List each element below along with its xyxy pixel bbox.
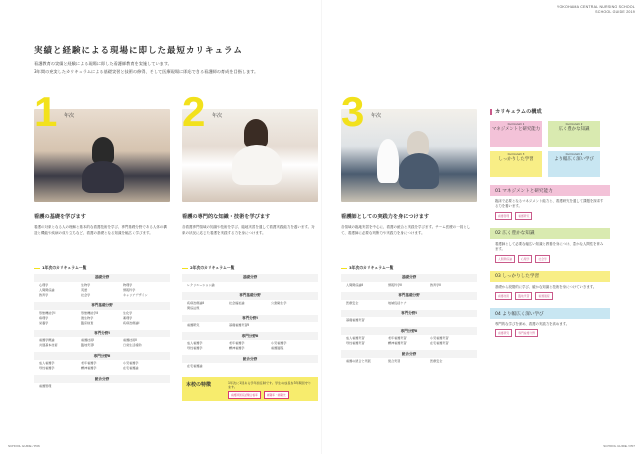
- curriculum-item: 基礎看護実習: [346, 318, 365, 323]
- curriculum-structure-panel: [490, 108, 610, 339]
- lead-line-2: 3年間の充実したカリキュラムによる基礎実習と技術の修得、そして医療現場に即応できる看護師の育成を目指します。: [34, 69, 259, 74]
- curriculum-item: 社会学: [81, 292, 91, 297]
- curriculum-item: 小児看護学: [123, 361, 139, 366]
- curriculum-item: 人間関係論Ⅱ: [346, 282, 363, 287]
- curriculum-item: 母性看護学: [187, 346, 203, 351]
- curriculum-section-heading: 03 しっかりした学習: [490, 271, 610, 282]
- subject-tag: 看護管理: [495, 212, 512, 220]
- year-1-heading: 看護の基礎を学びます: [34, 214, 86, 220]
- curriculum-section-heading: 02 広く豊かな知識: [490, 228, 610, 239]
- curriculum-label-3: しっかりした学習: [498, 157, 534, 162]
- curriculum-items: [34, 360, 170, 372]
- year-3-curriculum-list: [341, 265, 477, 365]
- brand-block: [557, 5, 635, 14]
- curriculum-items: [182, 340, 318, 352]
- curriculum-group-heading: 専門分野Ⅰ: [34, 330, 170, 338]
- curriculum-item: 疾病治療論Ⅱ: [187, 300, 204, 305]
- curriculum-items: [341, 358, 477, 365]
- year-1-unit: 年次: [64, 113, 75, 119]
- page-fold: [321, 0, 322, 454]
- curriculum-section-2: [490, 228, 610, 265]
- curriculum-section-tags: [490, 254, 610, 265]
- curriculum-item: 社会福祉論: [229, 300, 245, 305]
- curriculum-items: [182, 363, 318, 370]
- curriculum-item: 小児看護学: [271, 341, 287, 346]
- curriculum-tag-2: Curriculum 2: [565, 123, 583, 126]
- pass-rate-button[interactable]: 看護師国家試験合格率: [228, 391, 261, 399]
- curriculum-tag-4: Curriculum 4: [565, 153, 583, 156]
- side-title: カリキュラムの構成: [490, 108, 610, 115]
- curriculum-section-heading: 04 より幅広く深い学び: [490, 308, 610, 319]
- curriculum-item: 看護過程: [271, 346, 284, 351]
- curriculum-group-heading: 専門分野Ⅱ: [182, 332, 318, 340]
- curriculum-group-heading: 専門基礎分野: [182, 292, 318, 300]
- curriculum-item: 臨地実習Ⅰ: [81, 343, 95, 348]
- curriculum-item: 関係法規: [187, 305, 200, 310]
- curriculum-item: 精神看護学: [229, 346, 245, 351]
- subject-tag: 看護過程: [535, 292, 552, 300]
- curriculum-item: 疾病治療論Ⅰ: [123, 320, 140, 325]
- curriculum-section-1: [490, 185, 610, 222]
- year-2-curriculum-list: [182, 265, 318, 370]
- curriculum-item: 看護管理: [39, 383, 52, 388]
- curriculum-items: [341, 317, 477, 324]
- lead-line-1: 看護教育の実績と経験による現場に即した看護師教育を実施しています。: [34, 61, 172, 66]
- feature-label: 本校の特徴: [186, 382, 212, 388]
- curriculum-item: 情報科学Ⅱ: [388, 282, 402, 287]
- curriculum-item: 老年看護学: [81, 361, 97, 366]
- curriculum-item: 公衆衛生学: [271, 300, 287, 305]
- year-2-body: 各看護専門領域の知識や技術を学び、臨地実習を通して看護実践能力を養います。対象の状況に応じた看護を実践する力を身につけます。: [182, 225, 315, 236]
- curriculum-group-heading: 専門分野Ⅱ: [341, 327, 477, 335]
- curriculum-item: 母性看護実習: [346, 341, 365, 346]
- curriculum-item: 精神看護学: [81, 366, 97, 371]
- subject-tag: 臨地実習: [515, 292, 532, 300]
- curriculum-item: 教育学Ⅱ: [430, 282, 441, 287]
- curriculum-items: [341, 300, 477, 307]
- curriculum-item: 形態機能学Ⅰ: [39, 310, 56, 315]
- curriculum-item: 英語: [81, 287, 88, 292]
- curriculum-items: [34, 383, 170, 390]
- curriculum-group-heading: 基礎分野: [341, 274, 477, 282]
- curriculum-item: 心理学: [39, 282, 49, 287]
- curriculum-group-heading: 専門基礎分野: [34, 302, 170, 310]
- curriculum-box-4: [548, 151, 600, 177]
- year-1-list-title: 1年次のカリキュラム一覧: [34, 265, 170, 271]
- footer-right: SCHOOL GUIDE / P07: [603, 444, 635, 448]
- feature-text: 1年次に1回ある学年担任制です。学生の成長を3年間見守ります。: [228, 381, 311, 390]
- curriculum-box-1: [490, 121, 542, 147]
- footer-left: SCHOOL GUIDE / P06: [8, 444, 40, 448]
- curriculum-items: [182, 322, 318, 329]
- curriculum-item: 老年看護学: [229, 341, 245, 346]
- curriculum-item: 医療安全: [430, 358, 443, 363]
- curriculum-section-body: 基礎から段階的に学び、確かな知識と技術を身につけていきます。: [495, 284, 597, 289]
- curriculum-item: 日常生活援助: [123, 343, 142, 348]
- lead-text: [34, 60, 258, 76]
- curriculum-group-heading: 専門分野Ⅱ: [34, 352, 170, 360]
- curriculum-section-body: 専門的な学びを深め、看護の実践力を高めます。: [495, 322, 570, 327]
- curriculum-item: 物理学: [123, 282, 133, 287]
- year-3-heading: 看護師としての実践力を身につけます: [341, 214, 430, 220]
- brand-name: YOKOHAMA CENTRAL NURSING SCHOOL: [556, 5, 635, 9]
- curriculum-box-2: [548, 121, 600, 147]
- curriculum-item: 人間関係論: [39, 287, 55, 292]
- curriculum-item: 看護学概論: [39, 338, 55, 343]
- subject-tag: 看護研究: [495, 329, 512, 337]
- curriculum-item: 臨床検査: [81, 320, 94, 325]
- curriculum-item: 老年看護実習: [388, 336, 407, 341]
- curriculum-item: 栄養学: [39, 320, 49, 325]
- brand-guide: SCHOOL GUIDE 2019: [595, 9, 635, 14]
- curriculum-label-2: 広く豊かな知識: [558, 127, 590, 132]
- curriculum-tag-1: Curriculum 1: [507, 123, 525, 126]
- curriculum-item: 在宅看護論: [187, 363, 203, 368]
- subject-tag: 看護技術: [495, 292, 512, 300]
- curriculum-item: 成人看護学: [39, 361, 55, 366]
- curriculum-grid: [490, 121, 610, 179]
- curriculum-section-tags: [490, 291, 610, 302]
- curriculum-item: 看護技術Ⅱ: [123, 338, 137, 343]
- year-3-body: 各領域の臨地実習を中心に、看護の統合と実践を学びます。チーム医療の一員として、看護師に必要な判断力や実践力を身につけます。: [341, 225, 471, 236]
- curriculum-tag-3: Curriculum 3: [507, 153, 525, 156]
- curriculum-item: 在宅看護実習: [430, 341, 449, 346]
- curriculum-item: 基礎看護実習Ⅱ: [229, 323, 250, 328]
- curriculum-label-1: マネジメントと研究能力: [491, 127, 541, 132]
- year-1-number: 1: [34, 88, 58, 135]
- curriculum-item: キャリアデザイン: [123, 292, 148, 297]
- feature-buttons: [228, 391, 289, 399]
- curriculum-group-heading: 専門分野Ⅰ: [341, 310, 477, 318]
- curriculum-section-tags: [490, 211, 610, 222]
- year-2-heading: 看護の専門的な知識・技術を学びます: [182, 214, 271, 220]
- curriculum-items: [341, 282, 477, 289]
- year-1-curriculum-list: [34, 265, 170, 390]
- year-3-unit: 年次: [371, 113, 382, 119]
- year-2-list-title: 2年次のカリキュラム一覧: [182, 265, 318, 271]
- year-3-number: 3: [341, 88, 365, 135]
- curriculum-section-body: 臨床で必要となるマネジメント能力と、看護研究を通して課題を探求する力を養います。: [495, 199, 604, 209]
- curriculum-item: 成人看護実習: [346, 336, 365, 341]
- curriculum-item: 医療安全: [346, 300, 359, 305]
- curriculum-item: 小児看護実習: [430, 336, 449, 341]
- curriculum-items: [34, 282, 170, 299]
- curriculum-section-heading: 01 マネジメントと研究能力: [490, 185, 610, 196]
- curriculum-item: 看護の統合と実践: [346, 358, 371, 363]
- curriculum-item: 薬理学: [123, 315, 133, 320]
- curriculum-item: 情報科学: [123, 287, 136, 292]
- curriculum-item: 教育学: [39, 292, 49, 297]
- subject-tag: 人間関係論: [495, 255, 515, 263]
- curriculum-item: 母性看護学: [39, 366, 55, 371]
- curriculum-section-body: 看護師として必要な幅広い知識と教養を身につけ、豊かな人間性を育みます。: [495, 241, 604, 252]
- year-2-number: 2: [182, 88, 206, 135]
- curriculum-group-heading: 統合分野: [34, 375, 170, 383]
- curriculum-item: 形態機能学Ⅱ: [81, 310, 98, 315]
- curriculum-item: レクリエーション論: [187, 282, 215, 287]
- curriculum-items: [34, 310, 170, 327]
- curriculum-group-heading: 基礎分野: [34, 274, 170, 282]
- curriculum-label-4: より幅広く深い学び: [554, 157, 594, 162]
- curriculum-group-heading: 統合分野: [182, 355, 318, 363]
- curriculum-group-heading: 基礎分野: [182, 274, 318, 282]
- curriculum-group-heading: 専門基礎分野: [341, 292, 477, 300]
- subject-tag: 社会学: [535, 255, 549, 263]
- curriculum-item: 病理学: [39, 315, 49, 320]
- page-title: 実績と経験による現場に即した最短カリキュラム: [34, 46, 243, 56]
- employment-button[interactable]: 就職率・就職先: [264, 391, 289, 399]
- curriculum-items: [182, 282, 318, 289]
- curriculum-group-heading: 統合分野: [341, 350, 477, 358]
- curriculum-item: 在宅看護論: [123, 366, 139, 371]
- curriculum-item: 地域包括ケア: [388, 300, 407, 305]
- year-2-unit: 年次: [212, 113, 223, 119]
- curriculum-item: 統合実習: [388, 358, 401, 363]
- curriculum-item: 精神看護実習: [388, 341, 407, 346]
- subject-tag: 心理学: [518, 255, 532, 263]
- curriculum-box-3: [490, 151, 542, 177]
- curriculum-item: 共通基本技術: [39, 343, 58, 348]
- curriculum-item: 生化学: [123, 310, 133, 315]
- subject-tag: 看護研究: [515, 212, 532, 220]
- year-3-list-title: 3年次のカリキュラム一覧: [341, 265, 477, 271]
- curriculum-item: 看護技術Ⅰ: [81, 338, 95, 343]
- curriculum-item: 看護研究: [187, 323, 200, 328]
- curriculum-item: 成人看護学: [187, 341, 203, 346]
- curriculum-items: [182, 300, 318, 312]
- curriculum-group-heading: 専門分野Ⅰ: [182, 315, 318, 323]
- curriculum-item: 微生物学: [81, 315, 94, 320]
- curriculum-section-3: [490, 271, 610, 302]
- curriculum-item: 生物学: [81, 282, 91, 287]
- year-1-body: 看護の対象となる人の理解と基本的な看護技術を学び、専門基礎分野である人体の構造と機能や疾病の成り立ちなど、看護の基礎となる知識を幅広く学びます。: [34, 225, 167, 236]
- subject-tag: 専門看護分野: [515, 329, 538, 337]
- curriculum-items: [341, 335, 477, 347]
- curriculum-section-tags: [490, 328, 610, 339]
- curriculum-section-4: [490, 308, 610, 339]
- curriculum-items: [34, 337, 170, 349]
- feature-box: [182, 377, 318, 401]
